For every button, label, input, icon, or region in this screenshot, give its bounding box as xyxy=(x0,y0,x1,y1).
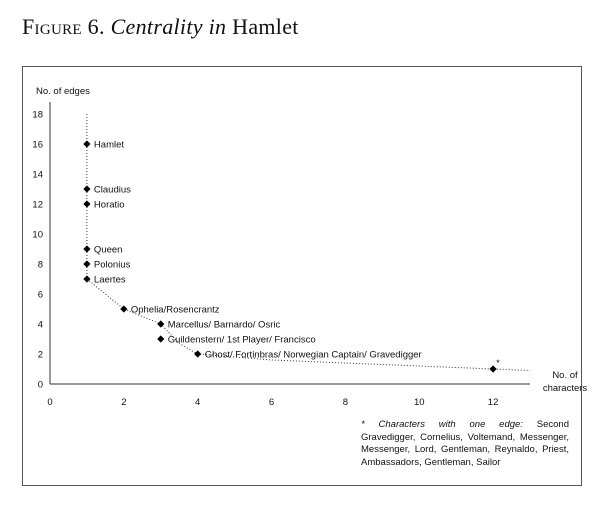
footnote-text: Second Gravedigger, Cornelius, Voltemand, Messenger, Messenger, Lord, Gentleman, Reynaldo, Priest, Ambassadors, Gentleman, Sailor xyxy=(361,419,569,468)
figure-title-italic: Centrality in xyxy=(110,14,227,39)
footnote-italic: * Characters with one edge: xyxy=(361,419,523,430)
y-tick-label: 12 xyxy=(32,199,43,211)
data-point-label: Horatio xyxy=(93,199,125,211)
data-point xyxy=(157,320,164,327)
data-point-label: Guildenstern/ 1st Player/ Francisco xyxy=(167,334,316,346)
y-tick-label: 0 xyxy=(37,379,43,391)
x-tick-label: 0 xyxy=(47,397,53,408)
y-tick-label: 2 xyxy=(37,349,43,361)
data-point-label: * xyxy=(496,358,500,369)
y-tick-label: 6 xyxy=(37,289,43,301)
data-point xyxy=(83,200,90,207)
data-point xyxy=(83,260,90,267)
data-point xyxy=(157,335,164,342)
x-axis-label: No. of characters xyxy=(542,370,588,394)
y-tick-label: 18 xyxy=(32,109,43,121)
x-tick-label: 2 xyxy=(121,397,127,408)
data-point xyxy=(83,185,90,192)
data-point-label: Polonius xyxy=(93,259,131,271)
x-tick-label: 10 xyxy=(413,397,425,408)
x-tick-label: 4 xyxy=(195,397,201,408)
y-tick-label: 14 xyxy=(32,169,43,181)
data-point-label: Ophelia/Rosencrantz xyxy=(130,304,220,316)
data-point xyxy=(120,305,127,312)
y-tick-label: 16 xyxy=(32,139,43,151)
y-tick-label: 8 xyxy=(37,259,43,271)
data-point xyxy=(194,350,201,357)
data-point-label: Claudius xyxy=(93,184,131,196)
data-point-label: Queen xyxy=(93,244,123,256)
data-point xyxy=(83,245,90,252)
data-point-label: Marcellus/ Barnardo/ Osric xyxy=(167,319,281,331)
y-tick-label: 10 xyxy=(32,229,43,241)
x-tick-label: 12 xyxy=(487,397,499,408)
data-point-label: Ghost/ Fortinbras/ Norwegian Captain/ Gravedigger xyxy=(204,349,422,361)
footnote xyxy=(361,419,569,469)
figure-title-plain: Hamlet xyxy=(232,14,299,39)
trend-curve xyxy=(87,114,530,371)
y-axis-label: No. of edges xyxy=(36,86,90,97)
data-point-label: Hamlet xyxy=(93,139,125,151)
x-tick-label: 8 xyxy=(342,397,349,408)
figure-number: Figure 6. xyxy=(22,14,105,39)
y-tick-label: 4 xyxy=(37,319,43,331)
data-point-label: Laertes xyxy=(93,274,126,286)
data-point xyxy=(83,140,90,147)
x-tick-label: 6 xyxy=(268,397,275,408)
